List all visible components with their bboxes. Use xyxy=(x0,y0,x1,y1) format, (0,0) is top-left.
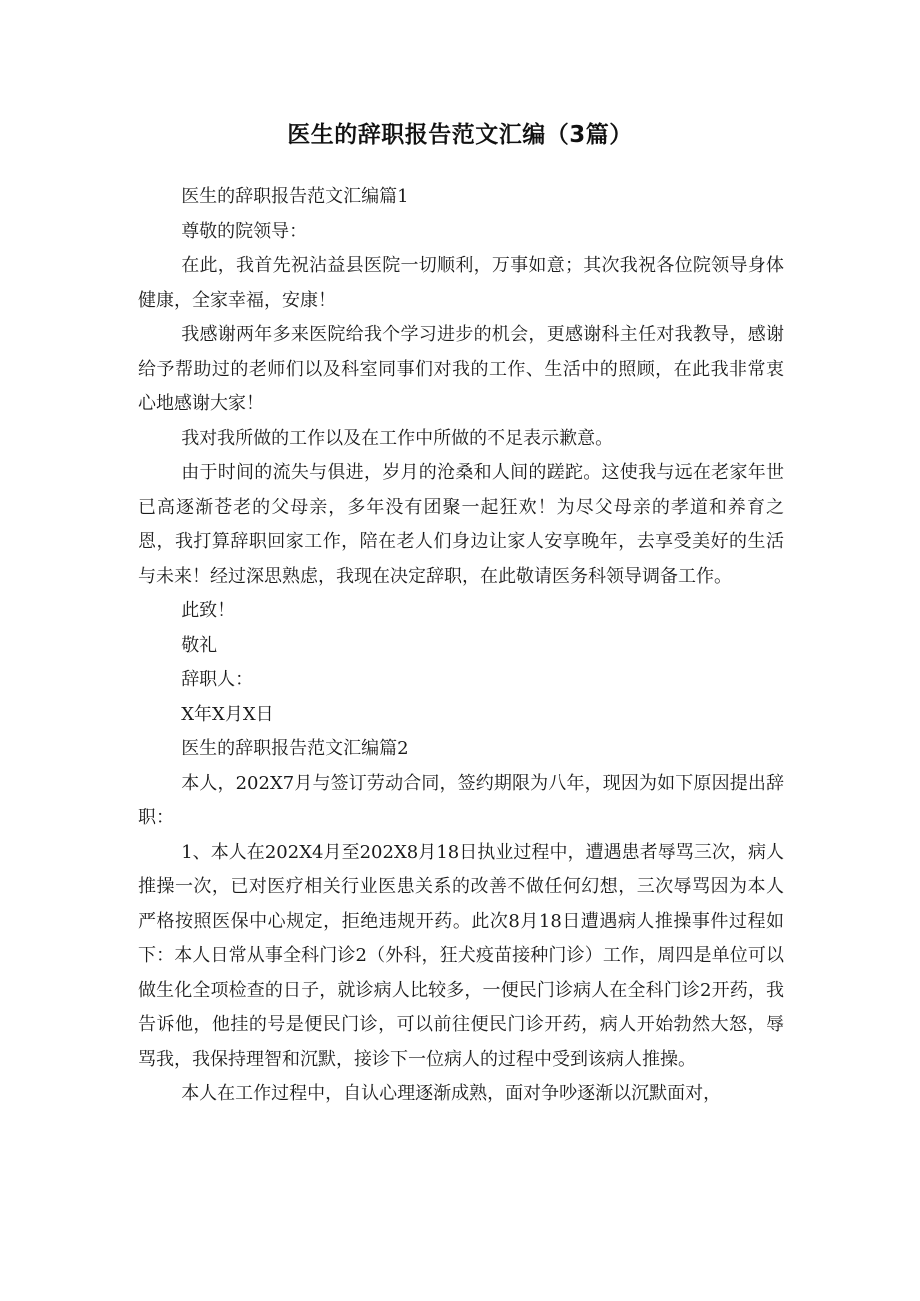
paragraph: 本人在工作过程中，自认心理逐渐成熟，面对争吵逐渐以沉默面对， xyxy=(181,1083,722,1104)
paragraph: 1、本人在202X4月至202X8月18日执业过程中，遭遇患者辱骂三次，病人推操一次，已对医疗相关行业医患关系的改善不做任何幻想，三次辱骂因为本人严格按照医保中心规定，拒绝违规开药。此次8月18日遭遇病人推操事件过程如下：本人日常从事全科门诊2（外科，狂犬疫苗接种门诊）工作，周四是单位可以做生化全项检查的日子，就诊病人比较多，一便民门诊病人在全科门诊2开药，我告诉他，他挂的号是便民门诊，可以前往便民门诊开药，病人开始勃然大怒，辱骂我，我保持理智和沉默，接诊下一位病人的过程中受到该病人推操。 xyxy=(138,841,784,1070)
paragraph: 本人，202X7月与签订劳动合同，签约期限为八年，现因为如下原因提出辞职： xyxy=(138,772,784,828)
closing-line: 敬礼 xyxy=(181,634,218,656)
signature-label: 辞职人： xyxy=(181,669,254,690)
section-heading: 医生的辞职报告范文汇编篇1 xyxy=(181,186,409,207)
document-title: 医生的辞职报告范文汇编（3篇） xyxy=(287,122,633,148)
date-line: X年X月X日 xyxy=(181,703,274,725)
closing-line: 此致！ xyxy=(181,600,236,621)
paragraph: 由于时间的流失与俱进，岁月的沧桑和人间的蹉跎。这使我与远在老家年世已高逐渐苍老的父母亲，多年没有团聚一起狂欢！为尽父母亲的孝道和养育之恩，我打算辞职回家工作，陪在老人们身边让家人安享晚年，去享受美好的生活与未来！经过深思熟虑，我现在决定辞职，在此敬请医务科领导调备工作。 xyxy=(138,462,784,587)
paragraph: 我对我所做的工作以及在工作中所做的不足表示歉意。 xyxy=(181,427,614,449)
salutation: 尊敬的院领导： xyxy=(181,220,308,242)
paragraph: 在此，我首先祝沾益县医院一切顺利，万事如意；其次我祝各位院领导身体健康，全家幸福，安康！ xyxy=(138,255,784,311)
paragraph: 我感谢两年多来医院给我个学习进步的机会，更感谢科主任对我教导，感谢给予帮助过的老师们以及科室同事们对我的工作、生活中的照顾，在此我非常衷心地感谢大家！ xyxy=(138,324,784,414)
section-heading: 医生的辞职报告范文汇编篇2 xyxy=(181,738,409,759)
document-body xyxy=(138,180,784,1112)
